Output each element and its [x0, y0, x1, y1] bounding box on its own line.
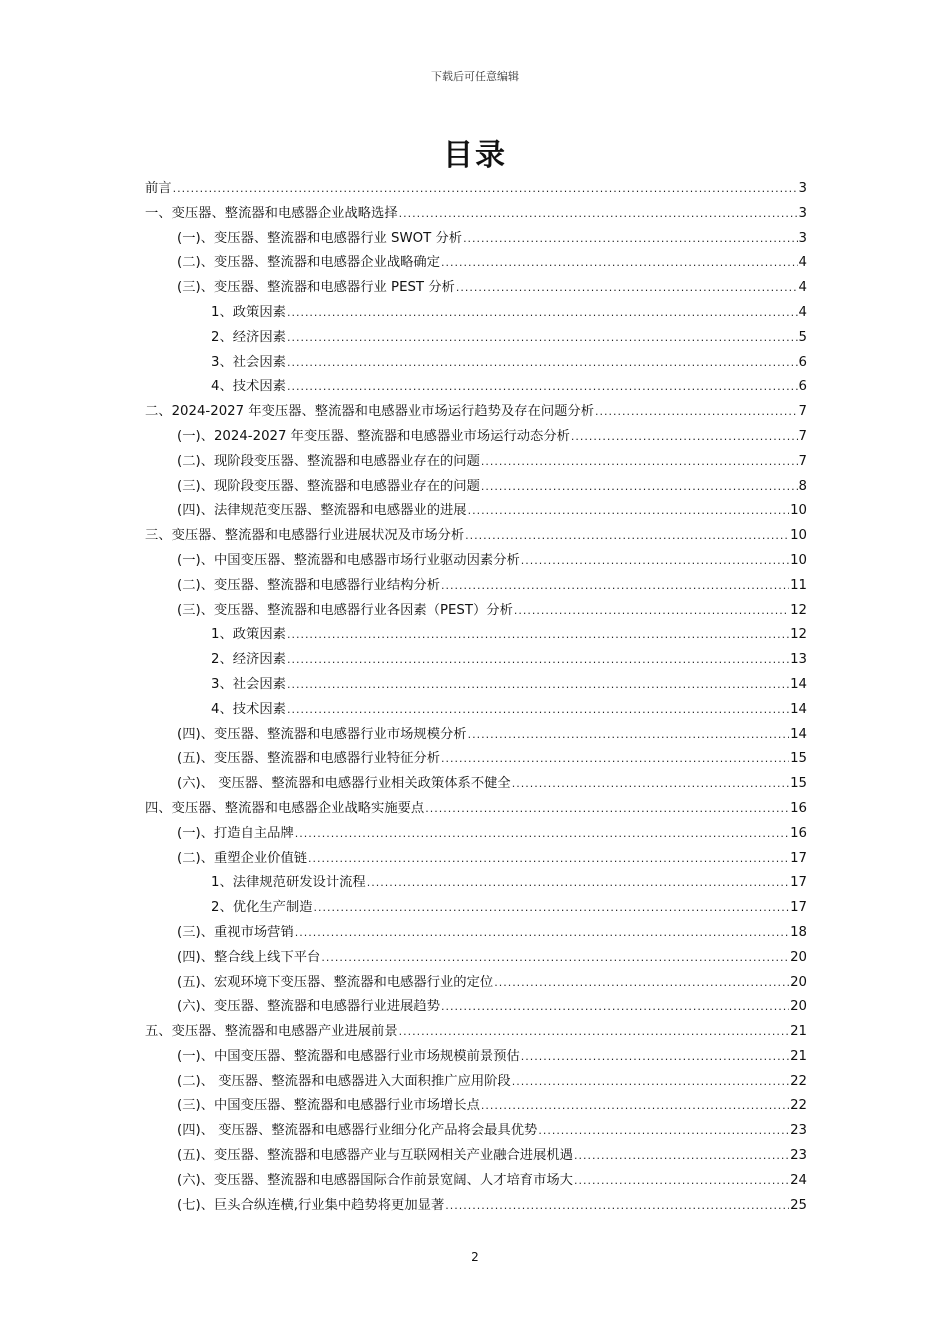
toc-entry-page: 20 [790, 999, 807, 1015]
toc-entry-page: 12 [790, 602, 807, 618]
toc-entry[interactable] [145, 177, 807, 202]
toc-dot-leader [574, 1144, 789, 1169]
toc-entry-page: 17 [790, 900, 807, 916]
toc-entry[interactable] [145, 202, 807, 227]
toc-entry[interactable] [145, 450, 807, 475]
toc-entry[interactable] [145, 574, 807, 599]
toc-entry-page: 25 [790, 1197, 807, 1213]
toc-entry-title: 2、优化生产制造 [211, 900, 313, 916]
toc-dot-leader [399, 202, 798, 227]
toc-entry[interactable] [145, 698, 807, 723]
toc-dot-leader [287, 375, 798, 400]
toc-entry-page: 10 [790, 503, 807, 519]
toc-entry-title: 四、变压器、整流器和电感器企业战略实施要点 [145, 800, 425, 816]
toc-dot-leader [287, 301, 798, 326]
toc-dot-leader [481, 1094, 789, 1119]
toc-dot-leader [574, 1169, 789, 1194]
toc-entry-title: (五)、变压器、整流器和电感器行业特征分析 [177, 751, 441, 767]
toc-entry[interactable] [145, 1119, 807, 1144]
toc-entry-title: (三)、中国变压器、整流器和电感器行业市场增长点 [177, 1098, 480, 1114]
toc-entry-title: 3、社会因素 [211, 354, 286, 370]
toc-entry[interactable] [145, 326, 807, 351]
toc-entry-page: 15 [790, 776, 807, 792]
toc-dot-leader [521, 1045, 789, 1070]
toc-entry-title: (三)、现阶段变压器、整流器和电感器业存在的问题 [177, 478, 480, 494]
page-title: 目录 [443, 138, 507, 173]
toc-entry[interactable] [145, 772, 807, 797]
toc-entry[interactable] [145, 822, 807, 847]
toc-entry-title: (五)、宏观环境下变压器、整流器和电感器行业的定位 [177, 974, 494, 990]
toc-entry-title: 4、技术因素 [211, 701, 286, 717]
toc-dot-leader [287, 698, 789, 723]
toc-entry-title: 五、变压器、整流器和电感器产业进展前景 [145, 1024, 398, 1040]
toc-entry-page: 22 [790, 1073, 807, 1089]
toc-dot-leader [512, 772, 789, 797]
toc-dot-leader [465, 524, 789, 549]
toc-dot-leader [308, 847, 789, 872]
toc-entry[interactable] [145, 1070, 807, 1095]
toc-entry-title: (六)、变压器、整流器和电感器行业进展趋势 [177, 999, 441, 1015]
toc-entry[interactable] [145, 549, 807, 574]
toc-entry-title: (二)、变压器、整流器和电感器行业结构分析 [177, 577, 441, 593]
toc-entry-title: (四)、整合线上线下平台 [177, 949, 321, 965]
toc-dot-leader [287, 648, 789, 673]
toc-dot-leader [287, 326, 798, 351]
toc-entry-page: 8 [798, 478, 807, 494]
toc-entry[interactable] [145, 723, 807, 748]
page-number: 2 [471, 1250, 479, 1264]
toc-entry-title: (三)、变压器、整流器和电感器行业 PEST 分析 [177, 280, 455, 296]
toc-entry[interactable] [145, 871, 807, 896]
toc-entry-title: (一)、中国变压器、整流器和电感器行业市场规模前景预估 [177, 1048, 520, 1064]
toc-entry[interactable] [145, 276, 807, 301]
toc-entry-title: 1、政策因素 [211, 304, 286, 320]
page-header-note: 下载后可任意编辑 [431, 70, 519, 83]
toc-entry-page: 4 [798, 255, 807, 271]
toc-entry[interactable] [145, 400, 807, 425]
toc-dot-leader [512, 1070, 789, 1095]
toc-dot-leader [287, 351, 798, 376]
toc-entry[interactable] [145, 946, 807, 971]
toc-dot-leader [538, 1119, 789, 1144]
toc-entry-page: 7 [798, 404, 807, 420]
toc-entry[interactable] [145, 648, 807, 673]
toc-dot-leader [173, 177, 798, 202]
toc-entry[interactable] [145, 797, 807, 822]
toc-entry-page: 15 [790, 751, 807, 767]
toc-entry-title: (七)、巨头合纵连横,行业集中趋势将更加显著 [177, 1197, 445, 1213]
toc-entry[interactable] [145, 1045, 807, 1070]
toc-entry-page: 21 [790, 1024, 807, 1040]
toc-dot-leader [441, 747, 789, 772]
toc-entry[interactable] [145, 1020, 807, 1045]
toc-entry-title: (四)、 变压器、整流器和电感器行业细分化产品将会最具优势 [177, 1123, 538, 1139]
toc-dot-leader [595, 400, 798, 425]
toc-entry-page: 6 [798, 379, 807, 395]
toc-dot-leader [571, 425, 798, 450]
toc-entry-title: (六)、 变压器、整流器和电感器行业相关政策体系不健全 [177, 776, 511, 792]
toc-entry-title: (二)、 变压器、整流器和电感器进入大面积推广应用阶段 [177, 1073, 511, 1089]
toc-entry-page: 7 [798, 428, 807, 444]
toc-entry-page: 20 [790, 949, 807, 965]
toc-entry-page: 22 [790, 1098, 807, 1114]
toc-entry[interactable] [145, 623, 807, 648]
toc-entry-title: 三、变压器、整流器和电感器行业进展状况及市场分析 [145, 528, 465, 544]
toc-dot-leader [468, 723, 789, 748]
toc-entry-title: (一)、变压器、整流器和电感器行业 SWOT 分析 [177, 230, 463, 246]
toc-entry-page: 23 [790, 1148, 807, 1164]
toc-entry[interactable] [145, 301, 807, 326]
toc-entry-page: 6 [798, 354, 807, 370]
toc-entry-title: 2、经济因素 [211, 652, 286, 668]
toc-entry[interactable] [145, 1094, 807, 1119]
toc-entry[interactable] [145, 896, 807, 921]
toc-entry[interactable] [145, 1144, 807, 1169]
toc-entry-title: (一)、2024-2027 年变压器、整流器和电感器业市场运行动态分析 [177, 428, 570, 444]
toc-entry-title: (一)、中国变压器、整流器和电感器市场行业驱动因素分析 [177, 552, 520, 568]
toc-dot-leader [514, 599, 789, 624]
toc-entry-title: 1、政策因素 [211, 627, 286, 643]
toc-dot-leader [521, 549, 789, 574]
toc-entry-page: 3 [798, 181, 807, 196]
toc-entry[interactable] [145, 475, 807, 500]
toc-entry-page: 21 [790, 1048, 807, 1064]
toc-entry-page: 4 [798, 304, 807, 320]
toc-entry-page: 13 [790, 652, 807, 668]
toc-entry[interactable] [145, 995, 807, 1020]
table-of-contents [145, 177, 807, 1218]
toc-entry[interactable] [145, 425, 807, 450]
toc-entry-title: (四)、变压器、整流器和电感器行业市场规模分析 [177, 726, 467, 742]
toc-entry[interactable] [145, 375, 807, 400]
toc-entry[interactable] [145, 1169, 807, 1194]
toc-entry-title: (二)、现阶段变压器、整流器和电感器业存在的问题 [177, 453, 480, 469]
toc-dot-leader [481, 450, 798, 475]
toc-dot-leader [463, 227, 797, 252]
toc-dot-leader [468, 499, 789, 524]
toc-entry-page: 10 [790, 552, 807, 568]
toc-dot-leader [481, 475, 798, 500]
toc-entry-title: 二、2024-2027 年变压器、整流器和电感器业市场运行趋势及存在问题分析 [145, 404, 595, 420]
toc-entry-title: (一)、打造自主品牌 [177, 825, 294, 841]
toc-entry-page: 20 [790, 974, 807, 990]
toc-entry-page: 14 [790, 676, 807, 692]
toc-entry[interactable] [145, 921, 807, 946]
toc-entry-title: 1、法律规范研发设计流程 [211, 875, 366, 891]
toc-entry-title: 4、技术因素 [211, 379, 286, 395]
toc-entry-page: 16 [790, 825, 807, 841]
toc-dot-leader [287, 673, 789, 698]
toc-dot-leader [314, 896, 790, 921]
toc-entry-title: 2、经济因素 [211, 329, 286, 345]
toc-entry-title: 3、社会因素 [211, 676, 286, 692]
toc-entry-page: 5 [798, 329, 807, 345]
toc-entry-page: 14 [790, 726, 807, 742]
toc-entry-title: (五)、变压器、整流器和电感器产业与互联网相关产业融合进展机遇 [177, 1148, 573, 1164]
toc-dot-leader [321, 946, 789, 971]
toc-entry-title: 一、变压器、整流器和电感器企业战略选择 [145, 205, 398, 221]
toc-entry[interactable] [145, 847, 807, 872]
toc-entry[interactable] [145, 673, 807, 698]
toc-dot-leader [425, 797, 789, 822]
toc-dot-leader [494, 971, 789, 996]
toc-entry-page: 11 [790, 577, 807, 593]
toc-entry[interactable] [145, 251, 807, 276]
toc-entry-title: (二)、重塑企业价值链 [177, 850, 308, 866]
toc-dot-leader [445, 1194, 789, 1219]
toc-entry-page: 16 [790, 800, 807, 816]
toc-entry-title: (二)、变压器、整流器和电感器企业战略确定 [177, 255, 441, 271]
toc-entry[interactable] [145, 971, 807, 996]
toc-dot-leader [399, 1020, 789, 1045]
toc-dot-leader [295, 921, 789, 946]
toc-entry-page: 7 [798, 453, 807, 469]
toc-entry[interactable] [145, 1194, 807, 1219]
toc-dot-leader [441, 995, 789, 1020]
toc-entry[interactable] [145, 351, 807, 376]
toc-dot-leader [295, 822, 789, 847]
toc-entry-page: 17 [790, 875, 807, 891]
toc-entry-page: 17 [790, 850, 807, 866]
toc-entry-page: 4 [798, 280, 807, 296]
toc-entry[interactable] [145, 524, 807, 549]
toc-entry[interactable] [145, 747, 807, 772]
toc-entry-page: 3 [798, 230, 807, 246]
toc-entry[interactable] [145, 599, 807, 624]
toc-entry-page: 24 [790, 1172, 807, 1188]
toc-dot-leader [456, 276, 798, 301]
toc-dot-leader [441, 574, 789, 599]
toc-dot-leader [287, 623, 789, 648]
toc-entry-page: 3 [798, 205, 807, 221]
toc-entry-page: 14 [790, 701, 807, 717]
toc-entry-page: 23 [790, 1123, 807, 1139]
toc-entry-title: (三)、变压器、整流器和电感器行业各因素（PEST）分析 [177, 602, 513, 618]
toc-entry-page: 18 [790, 924, 807, 940]
toc-entry[interactable] [145, 499, 807, 524]
toc-entry-title: (六)、变压器、整流器和电感器国际合作前景宽阔、人才培育市场大 [177, 1172, 573, 1188]
toc-entry-page: 10 [790, 528, 807, 544]
toc-entry-page: 12 [790, 627, 807, 643]
toc-entry[interactable] [145, 227, 807, 252]
toc-dot-leader [367, 871, 789, 896]
toc-entry-title: (四)、法律规范变压器、整流器和电感器业的进展 [177, 503, 467, 519]
toc-entry-title: (三)、重视市场营销 [177, 924, 294, 940]
toc-dot-leader [441, 251, 798, 276]
toc-entry-title: 前言 [145, 181, 172, 196]
